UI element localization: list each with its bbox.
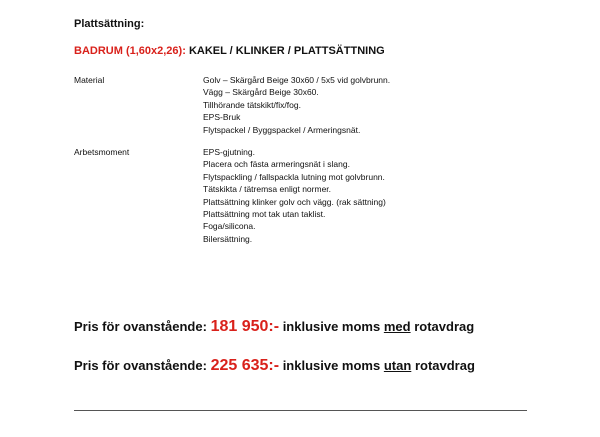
arbetsmoment-item: Flytspackling / fallspackla lutning mot golvbrunn. (203, 171, 385, 182)
price-suffix: rotavdrag (414, 358, 475, 373)
material-item: Tillhörande tätskikt/fix/fog. (203, 99, 301, 110)
price-amount: 225 635:- (210, 357, 280, 374)
arbetsmoment-item: Tätskikta / tätremsa enligt normer. (203, 184, 332, 195)
arbetsmoment-list (203, 146, 386, 245)
room-work-type: KAKEL / KLINKER / PLATTSÄTTNING (188, 45, 385, 57)
price-prefix: Pris för ovanstående: (74, 319, 207, 334)
arbetsmoment-item: Plattsättning mot tak utan taklist. (203, 209, 326, 220)
material-item: Golv – Skärgård Beige 30x60 / 5x5 vid golvbrunn. (203, 75, 391, 85)
price-middle: inklusive moms (282, 319, 381, 334)
room-heading (74, 45, 385, 57)
price-underlined-word: utan (383, 358, 412, 373)
price-prefix: Pris för ovanstående: (74, 358, 207, 373)
material-item: Flytspackel / Byggspackel / Armeringsnät. (203, 124, 361, 135)
arbetsmoment-item: Bilersättning. (203, 233, 253, 244)
arbetsmoment-item: Plattsättning klinker golv och vägg. (rak sättning) (203, 196, 386, 207)
arbetsmoment-item: EPS-gjutning. (203, 147, 255, 157)
material-label: Material (74, 75, 105, 85)
arbetsmoment-label: Arbetsmoment (74, 147, 130, 157)
material-list (203, 74, 390, 136)
divider-line (74, 410, 527, 411)
material-item: EPS-Bruk (203, 112, 241, 123)
price-line-with-rot (74, 318, 474, 336)
section-title: Plattsättning: (74, 18, 145, 30)
room-name: BADRUM (1,60x2,26): (74, 45, 186, 57)
price-underlined-word: med (383, 319, 411, 334)
arbetsmoment-item: Placera och fästa armeringsnät i slang. (203, 159, 350, 170)
price-line-without-rot (74, 357, 475, 375)
price-middle: inklusive moms (282, 358, 381, 373)
price-suffix: rotavdrag (414, 319, 475, 334)
arbetsmoment-item: Foga/silicona. (203, 221, 256, 232)
price-amount: 181 950:- (210, 318, 280, 335)
material-item: Vägg – Skärgård Beige 30x60. (203, 87, 319, 98)
